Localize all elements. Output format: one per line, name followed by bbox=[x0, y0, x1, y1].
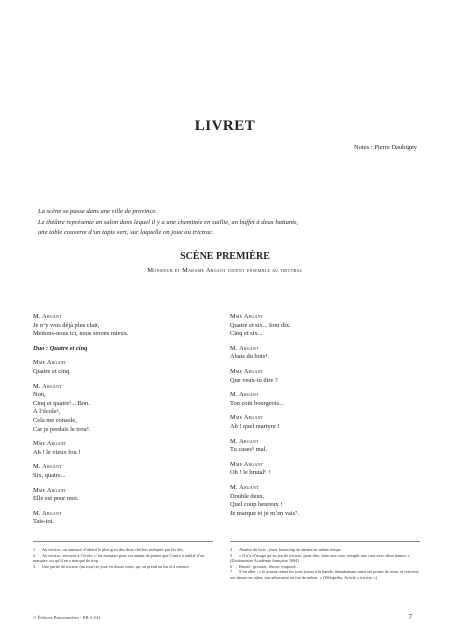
dialogue-line: Ah ! le vieux fou ! bbox=[33, 448, 81, 456]
stage-direction-intro bbox=[38, 207, 418, 239]
speaker-name: M. Argant bbox=[33, 509, 62, 517]
footnote-text: « Il n’a d’usage qu’au jeu de trictrac, pour dire, faire une case, remplir une case avec deux dames. » (Dictionnaire Académie française 1694) bbox=[230, 552, 411, 564]
footnote-number: 1 bbox=[33, 547, 36, 552]
speaker-name: Mme Argant bbox=[33, 486, 67, 494]
dialogue-line: Cinq et quatre¹... Bon. bbox=[33, 399, 90, 407]
page-number: 7 bbox=[408, 613, 412, 621]
footnotes-left bbox=[33, 547, 213, 569]
dialogue-line: Mettons-nous ici, nous serons mieux. bbox=[33, 330, 129, 338]
footnote-divider bbox=[230, 541, 420, 542]
speaker-name: Mme Argant bbox=[230, 367, 264, 375]
footnote-text: Au trictrac, envoyer à l’école, c’est marquer pour soi autant de points que l’autre a oublié d’en marquer, ou qu’il en a marqué de trop. bbox=[33, 552, 205, 564]
dialogue-line: Je marque et je m’en vais⁷. bbox=[230, 509, 299, 517]
footnote-number: 6 bbox=[230, 563, 233, 569]
intro-line: Le théâtre représente un salon dans lequel il y a une cheminée en saillie, un buffet à deux battants, bbox=[38, 218, 299, 226]
dialogue-line: Oh ! le brutal⁶ ! bbox=[230, 469, 271, 477]
footnote-text: Brutal : grossier, féroce, emporté. bbox=[239, 563, 297, 569]
dialogue-line: Cela me console, bbox=[33, 416, 77, 424]
speaker-name: M. Argant bbox=[230, 483, 259, 491]
footnote bbox=[33, 564, 213, 570]
speaker-name: Mme Argant bbox=[33, 440, 67, 448]
intro-line: La scène se passe dans une ville de province. bbox=[38, 208, 157, 215]
speaker-name: M. Argant bbox=[230, 391, 259, 399]
dialogue-line: Double deux. bbox=[230, 492, 265, 500]
dialogue-line: Six, quatre... bbox=[33, 471, 66, 479]
speaker-name: M. Argant bbox=[33, 382, 62, 390]
dialogue-line: Quatre et six... font dix. bbox=[230, 321, 291, 329]
footnote-number: 4 bbox=[230, 547, 233, 552]
footnotes-right bbox=[230, 547, 420, 581]
speaker-name: M. Argant bbox=[33, 463, 62, 471]
footnote-text: S’en aller : « le joueur remet les trois jetons à la bande, abandonnant ainsi ses points de reste, et renverse ses dames en talon, son adversaire en fait de même. » (Wikipedia, Article « trictrac ») bbox=[230, 569, 419, 580]
dialogue-line: Ah ! quel martyre ! bbox=[230, 422, 280, 430]
speaker-name: Mme Argant bbox=[230, 414, 264, 422]
intro-line: une table couverte d’un tapis vert, sur laquelle on joue au trictrac. bbox=[38, 229, 214, 236]
speaker-name: M. Argant bbox=[33, 313, 62, 320]
scene-subtitle: Monsieur et Madame Argant jouent ensemble au trictrac bbox=[147, 267, 303, 274]
footnote bbox=[33, 553, 213, 564]
footnote bbox=[230, 569, 420, 580]
footnote-number: 3 bbox=[33, 563, 36, 569]
footnote-number: 2 bbox=[33, 552, 36, 558]
footnote-text: Une partie de trictrac (un trou) se joue en douze trous, qu’on prend au fur et à mesure. bbox=[42, 563, 190, 569]
speaker-name: Mme Argant bbox=[230, 460, 264, 468]
footnote-number: 5 bbox=[230, 552, 233, 558]
speaker-name: M. Argant bbox=[230, 437, 259, 445]
footnote-text: Au trictrac, on annonce d’abord le plus gros des deux chiffres indiqués par les dés. bbox=[42, 547, 184, 552]
dialogue-column-right bbox=[230, 313, 420, 518]
dialogue-line: À l’école², bbox=[33, 408, 61, 416]
dialogue-line: Tais-toi. bbox=[33, 518, 55, 526]
dialogue-column-left bbox=[33, 313, 213, 527]
dialogue-line: Ton coin bourgeois... bbox=[230, 399, 284, 407]
dialogue-line: Que veux-tu dire ? bbox=[230, 376, 278, 384]
notes-credit: Notes : Pierre Daubigny bbox=[353, 144, 417, 151]
footnote-text: Abattre du bois : jouer beaucoup de dames en même temps. bbox=[239, 547, 342, 552]
footnote bbox=[230, 553, 420, 564]
page-title: LIVRET bbox=[194, 118, 256, 134]
speaker-name: M. Argant bbox=[230, 344, 259, 352]
dialogue-line: Quel coup heureux ! bbox=[230, 501, 283, 509]
dialogue-line: Cinq et six... bbox=[230, 330, 263, 338]
footnote-divider bbox=[33, 541, 213, 542]
footnote-number: 7 bbox=[230, 569, 233, 575]
speaker-name: Mme Argant bbox=[230, 313, 264, 320]
dialogue-line: Tu cases⁵ mal. bbox=[230, 446, 267, 454]
dialogue-line: Elle est pour moi. bbox=[33, 495, 79, 503]
dialogue-line: Non, bbox=[33, 391, 46, 399]
dialogue-line: Car je perdais le trou³. bbox=[33, 425, 91, 433]
footer-copyright: © Éditions Buissonnières - EB-2-234 bbox=[33, 615, 101, 620]
dialogue-line: Abats du bois⁴. bbox=[230, 353, 269, 361]
dialogue-line: Quatre et cinq. bbox=[33, 367, 71, 375]
speaker-name: Mme Argant bbox=[33, 359, 67, 367]
stage-direction: Duo : Quatre et cinq bbox=[33, 344, 88, 352]
dialogue-line: Je n’y vois déjà plus clair, bbox=[33, 321, 100, 329]
scene-title: SCÈNE PREMIÈRE bbox=[180, 251, 270, 262]
